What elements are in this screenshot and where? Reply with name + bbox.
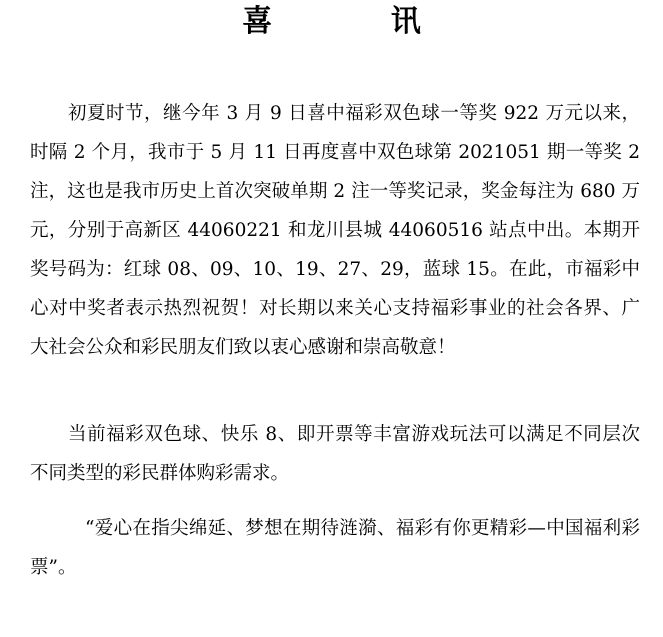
- document-title: 喜 讯: [242, 4, 475, 39]
- paragraph-games: 当前福彩双色球、快乐 8、即开票等丰富游戏玩法可以满足不同层次不同类型的彩民群体购彩需求。: [30, 424, 640, 484]
- paragraph-announcement: 初夏时节，继今年 3 月 9 日喜中福彩双色球一等奖 922 万元以来，时隔 2 个月，我市于 5 月 11 日再度喜中双色球第 2021051 期一等奖 2 注，这也是我市历史上首次突破单期 2 注一等奖记录，奖金每注为 680 万元，分别于高新区 44060221 和龙川县城 44060516 站点中出。本期开奖号码为：红球 08、09、10、19、27、29，蓝球 15。在此，市福彩中心对中奖者表示热烈祝贺！对长期以来关心支持福彩事业的社会各界、广大社会公众和彩民朋友们致以衷心感谢和崇高敬意！: [30, 103, 640, 358]
- paragraph-slogan: “爱心在指尖绵延、梦想在期待涟漪、福彩有你更精彩—中国福利彩票”。: [30, 518, 640, 578]
